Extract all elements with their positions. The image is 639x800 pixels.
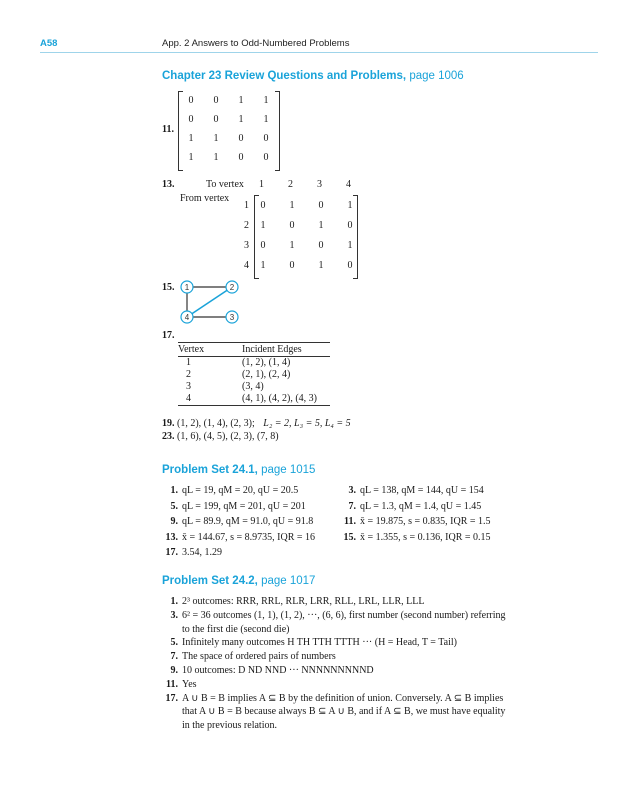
p13-matrix-cell: 0	[347, 260, 353, 271]
p23-text: (1, 6), (4, 5), (2, 3), (7, 8)	[177, 431, 279, 442]
ps241-answer-line	[340, 501, 481, 512]
ps242-answer-number: 9.	[170, 665, 178, 676]
p13-matrix-cell: 1	[318, 260, 324, 271]
node-1-label: 1	[184, 283, 190, 292]
ps241-answer-line	[340, 485, 484, 496]
ps242-answer-line	[162, 624, 289, 635]
ps242-answer-line	[162, 720, 277, 731]
p13-row-label: 1	[244, 200, 249, 211]
p11-matrix-cell: 1	[238, 95, 244, 106]
ch23-heading	[162, 70, 464, 82]
p15-graph	[176, 278, 246, 328]
ps241-answer-text: qL = 1.3, qM = 1.4, qU = 1.45	[360, 500, 482, 512]
p17-header-row	[178, 343, 330, 357]
ps241-heading-page: page 1015	[261, 464, 316, 476]
p17-row	[178, 369, 330, 381]
ps242-answer-line	[162, 706, 505, 717]
ps241-answer-line	[162, 485, 298, 496]
ps241-answer-number: 15.	[343, 531, 356, 543]
p17-vertex-cell: 4	[178, 393, 242, 406]
ch23-heading-text: Chapter 23 Review Questions and Problems,	[162, 70, 407, 82]
p13-matrix-cell: 1	[289, 200, 295, 211]
ps242-answer-number: 7.	[170, 651, 178, 663]
ps242-answer-number: 5.	[170, 637, 178, 649]
ps241-answer-text: x̄ = 19.875, s = 0.835, IQR = 1.5	[360, 516, 491, 527]
p23-line	[162, 431, 279, 442]
p11-matrix-cell: 1	[188, 133, 194, 144]
p17-row	[178, 357, 330, 370]
ps242-answer-line	[162, 596, 424, 607]
p11-number: 11.	[162, 124, 174, 135]
p13-matrix-cell: 0	[318, 200, 324, 211]
ps241-answer-text: 3.54, 1.29	[182, 547, 222, 558]
ps241-answer-line	[162, 532, 315, 543]
p17-header-vertex: Vertex	[178, 343, 242, 357]
ps241-answer-text: qL = 89.9, qM = 91.0, qU = 91.8	[182, 516, 314, 527]
p13-row-label: 4	[244, 260, 249, 271]
ps242-answer-text: A ∪ B = B implies A ⊆ B by the definition of union. Conversely. A ⊆ B implies	[182, 692, 504, 704]
ps242-answer-number: 3.	[170, 609, 178, 621]
p11-matrix	[178, 92, 280, 170]
p11-matrix-cell: 1	[238, 114, 244, 125]
p13-matrix-cell: 0	[318, 240, 324, 251]
ps242-answer-line	[162, 637, 457, 648]
p13-matrix-cell: 0	[289, 220, 295, 231]
ps241-answer-number: 1.	[170, 485, 178, 496]
ps241-answer-number: 11.	[344, 516, 356, 527]
ps241-answer-number: 17.	[165, 547, 178, 558]
p17-vertex-cell: 1	[186, 357, 191, 368]
header-rule	[40, 52, 598, 53]
p19-line	[162, 418, 351, 429]
p13-col-label: 2	[288, 179, 293, 190]
ps241-answer-text: qL = 199, qM = 201, qU = 201	[182, 500, 306, 512]
ps241-answer-line	[162, 501, 306, 512]
p19-text: (1, 2), (1, 4), (2, 3);	[177, 418, 255, 429]
ch23-heading-page: page 1006	[409, 70, 464, 82]
p17-number: 17.	[162, 330, 175, 341]
node-4-label: 4	[184, 313, 190, 322]
p13-matrix-cell: 1	[318, 220, 324, 231]
ps242-answer-number: 11.	[166, 678, 178, 690]
ps242-answer-text: 10 outcomes: D ND NND ··· NNNNNNNNND	[182, 665, 374, 676]
p15-number: 15.	[162, 282, 175, 293]
ps241-heading	[162, 464, 315, 476]
ps241-answer-number: 5.	[170, 500, 178, 512]
edge-4-2	[187, 287, 232, 317]
p17-incidence-table	[178, 342, 330, 406]
p11-matrix-cell: 1	[263, 114, 269, 125]
ps242-answer-text: that A ∪ B = B because always B ⊆ A ∪ B, and if A ⊆ B, we must have equality	[182, 706, 506, 718]
p13-from-label: From vertex	[180, 193, 230, 204]
ps242-answer-line	[162, 693, 503, 704]
ps241-answer-number: 9.	[170, 516, 178, 527]
ps242-answer-text: 2³ outcomes: RRR, RRL, RLR, LRR, RLL, LRL, LLR, LLL	[182, 596, 425, 607]
ps242-answer-line	[162, 610, 506, 621]
p13-matrix-cell: 1	[289, 240, 295, 251]
p17-row	[178, 381, 330, 393]
p11-matrix-cell: 0	[238, 133, 244, 144]
p13-row-label: 3	[244, 240, 249, 251]
p13-matrix-cell: 1	[347, 240, 353, 251]
p11-matrix-cell: 1	[213, 152, 219, 163]
page-number: A58	[40, 38, 58, 49]
ps242-heading-text: Problem Set 24.2,	[162, 575, 258, 587]
p17-vertex-cell: 2	[186, 369, 191, 380]
ps242-heading-page: page 1017	[261, 575, 316, 587]
node-2-label: 2	[229, 283, 235, 292]
ps241-answer-text: qL = 19, qM = 20, qU = 20.5	[182, 485, 299, 496]
p11-matrix-cell: 1	[263, 95, 269, 106]
p11-matrix-cell: 1	[213, 133, 219, 144]
ps242-answer-text: Infinitely many outcomes H TH TTH TTTH ··· (H = Head, T = Tail)	[182, 637, 457, 649]
p17-edges-cell: (4, 1), (4, 2), (4, 3)	[242, 393, 330, 406]
p11-matrix-cell: 0	[213, 114, 219, 125]
p13-matrix-cell: 0	[260, 200, 266, 211]
ps242-heading	[162, 575, 315, 587]
p13-to-label: To vertex	[206, 179, 244, 190]
ps242-answer-line	[162, 665, 374, 676]
p11-matrix-cell: 0	[213, 95, 219, 106]
ps242-answer-text: Yes	[182, 678, 197, 690]
ps241-answer-number: 7.	[348, 500, 356, 512]
p17-edges-cell: (2, 1), (2, 4)	[242, 369, 291, 380]
p13-number: 13.	[162, 179, 175, 190]
p11-matrix-cell: 0	[188, 95, 194, 106]
p17-row	[178, 393, 330, 406]
p13-col-label: 1	[259, 179, 264, 190]
p13-row-label: 2	[244, 220, 249, 231]
p17-vertex-cell: 3	[186, 381, 191, 392]
ps241-answer-text: qL = 138, qM = 144, qU = 154	[360, 485, 484, 496]
p13-matrix	[254, 196, 358, 278]
ps241-answer-text: x̄ = 1.355, s = 0.136, IQR = 0.15	[360, 531, 491, 543]
p13-matrix-cell: 1	[347, 200, 353, 211]
ps241-answer-line	[162, 547, 222, 558]
ps242-answer-number: 1.	[170, 596, 178, 607]
ps241-answer-line	[340, 516, 491, 527]
ps242-answer-text: to the first die (second die)	[182, 623, 290, 635]
ps241-answer-number: 3.	[348, 485, 356, 496]
p11-matrix-cell: 1	[188, 152, 194, 163]
p11-matrix-cell: 0	[238, 152, 244, 163]
ps241-answer-line	[162, 516, 313, 527]
p19-lengths: L₂ = 2, L₃ = 5, L₄ = 5	[263, 418, 351, 429]
ps242-answer-text: The space of ordered pairs of numbers	[182, 651, 336, 663]
ps241-answer-number: 13.	[165, 531, 178, 543]
p13-col-label: 3	[317, 179, 322, 190]
ps242-answer-text: in the previous relation.	[182, 720, 277, 732]
p11-matrix-cell: 0	[263, 133, 269, 144]
p13-matrix-cell: 1	[260, 220, 266, 231]
p13-matrix-cell: 0	[347, 220, 353, 231]
node-3-label: 3	[229, 313, 235, 322]
ps242-answer-line	[162, 679, 197, 690]
p13-matrix-cell: 1	[260, 260, 266, 271]
p11-matrix-cell: 0	[188, 114, 194, 125]
running-title: App. 2 Answers to Odd-Numbered Problems	[162, 38, 350, 49]
ps242-answer-line	[162, 651, 336, 662]
ps241-heading-text: Problem Set 24.1,	[162, 464, 258, 476]
ps242-answer-number: 17.	[165, 692, 178, 704]
p13-col-label: 4	[346, 179, 351, 190]
ps241-answer-text: x̄ = 144.67, s = 8.9735, IQR = 16	[182, 531, 316, 543]
p17-edges-cell: (1, 2), (1, 4)	[242, 357, 291, 368]
p17-header-edges: Incident Edges	[242, 343, 330, 357]
p13-matrix-cell: 0	[260, 240, 266, 251]
ps242-answer-text: 6² = 36 outcomes (1, 1), (1, 2), ···, (6, 6), first number (second number) referring	[182, 609, 506, 621]
p11-matrix-cell: 0	[263, 152, 269, 163]
p19-number: 19.	[162, 418, 175, 429]
p17-edges-cell: (3, 4)	[242, 381, 264, 392]
p13-matrix-cell: 0	[289, 260, 295, 271]
ps241-answer-line	[340, 532, 491, 543]
p23-number: 23.	[162, 431, 175, 442]
